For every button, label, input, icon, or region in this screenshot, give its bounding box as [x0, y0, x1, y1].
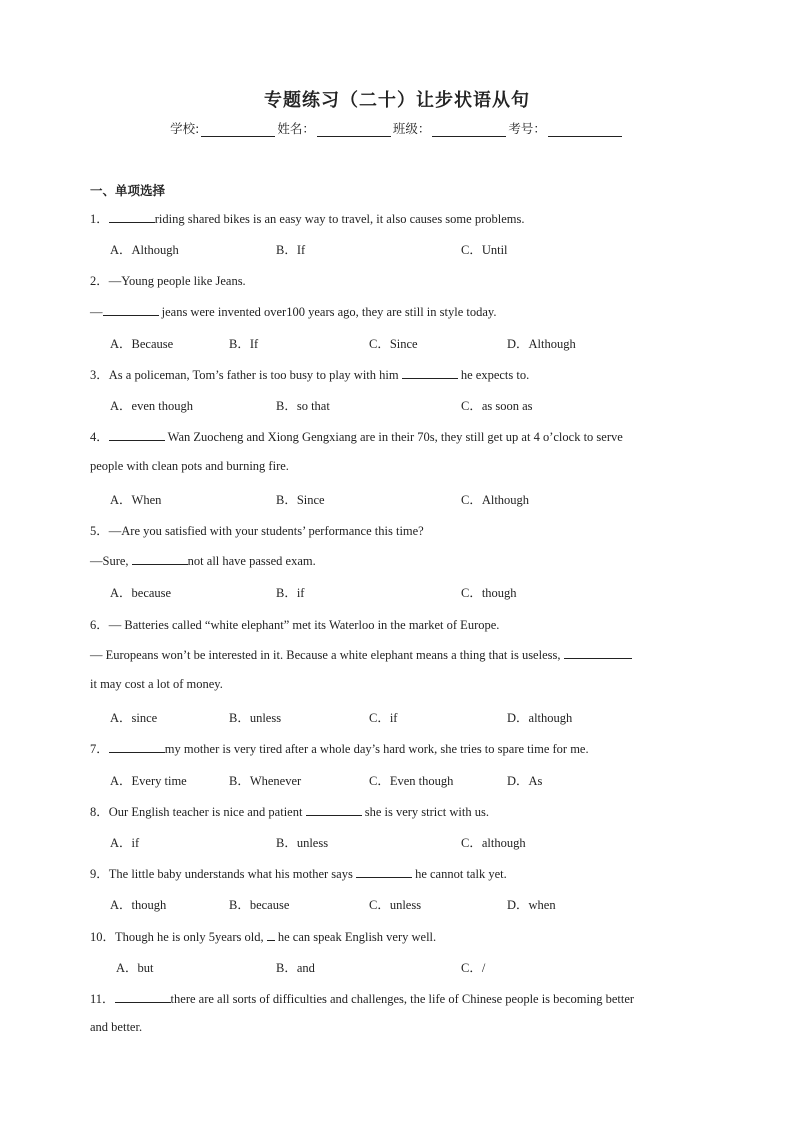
- question-number: 9．: [90, 867, 109, 881]
- option[interactable]: A．When: [110, 493, 162, 507]
- option[interactable]: A．if: [110, 836, 140, 850]
- question-2-line-2: [90, 303, 496, 320]
- option[interactable]: A．Because: [110, 337, 174, 351]
- option[interactable]: C．although: [461, 836, 526, 850]
- answer-blank[interactable]: [109, 740, 165, 753]
- option[interactable]: B．Whenever: [229, 774, 302, 788]
- question-text: my mother is very tired after a whole day’s hard work, she tries to spare time for me.: [164, 742, 589, 756]
- question-6-line-2: [90, 646, 632, 663]
- answer-blank[interactable]: [564, 646, 632, 659]
- question-text: riding shared bikes is an easy way to travel, it also causes some problems.: [154, 212, 525, 226]
- question-number: 4．: [90, 430, 109, 444]
- question-text: he expects to.: [457, 368, 530, 382]
- question-text: Wan Zuocheng and Xiong Gengxiang are in their 70s, they still get up at 4 o’clock to serve: [164, 430, 623, 444]
- question-number: 5．: [90, 524, 109, 538]
- question-text: she is very strict with us.: [361, 805, 489, 819]
- option[interactable]: B．Since: [276, 493, 325, 507]
- option[interactable]: B．unless: [229, 711, 282, 725]
- question-11: [90, 989, 634, 1007]
- question-number: 1．: [90, 212, 109, 226]
- student-info-line: [0, 119, 794, 137]
- question-number: 2．: [90, 274, 109, 288]
- question-number: 10．: [90, 930, 116, 944]
- option[interactable]: B．because: [229, 898, 290, 912]
- name-blank[interactable]: [317, 124, 391, 137]
- question-number: 6．: [90, 618, 109, 632]
- answer-blank[interactable]: [132, 552, 188, 565]
- option[interactable]: D．As: [507, 774, 543, 788]
- option[interactable]: A．Although: [110, 243, 179, 257]
- section-heading: 一、单项选择: [90, 183, 166, 198]
- question-text: Our English teacher is nice and patient: [108, 805, 306, 819]
- question-text: he cannot talk yet.: [411, 867, 507, 881]
- class-blank[interactable]: [432, 124, 506, 137]
- answer-blank[interactable]: [109, 210, 155, 223]
- option[interactable]: A．because: [110, 586, 172, 600]
- question-text: The little baby understands what his mother says: [108, 867, 356, 881]
- answer-blank[interactable]: [109, 428, 165, 441]
- question-4: [90, 427, 623, 445]
- question-7: [90, 739, 589, 757]
- option[interactable]: C．Until: [461, 243, 508, 257]
- answer-blank[interactable]: [267, 928, 275, 941]
- option[interactable]: B．if: [276, 586, 305, 600]
- option[interactable]: B．unless: [276, 836, 329, 850]
- option[interactable]: B．so that: [276, 399, 330, 413]
- question-5: [90, 521, 424, 539]
- option[interactable]: C．though: [461, 586, 517, 600]
- exam-no-blank[interactable]: [548, 124, 622, 137]
- answer-blank[interactable]: [115, 990, 171, 1003]
- class-label: 班级：: [392, 121, 431, 136]
- question-number: 7．: [90, 742, 109, 756]
- question-2: [90, 271, 246, 289]
- option[interactable]: C．/: [461, 961, 486, 975]
- question-text: —Are you satisfied with your students’ performance this time?: [108, 524, 424, 538]
- option[interactable]: C．Since: [369, 337, 418, 351]
- option[interactable]: A．since: [110, 711, 158, 725]
- answer-blank[interactable]: [306, 803, 362, 816]
- question-11-line-2: and better.: [90, 1020, 143, 1034]
- question-1: [90, 209, 524, 227]
- exam-no-label: 考号：: [508, 121, 546, 136]
- question-6-line-3: it may cost a lot of money.: [90, 677, 223, 691]
- question-text: —Young people like Jeans.: [108, 274, 246, 288]
- answer-blank[interactable]: [356, 865, 412, 878]
- option[interactable]: A．Every time: [110, 774, 187, 788]
- school-label: 学校:: [170, 121, 200, 136]
- question-3: [90, 365, 529, 383]
- option[interactable]: B．and: [276, 961, 315, 975]
- question-text: not all have passed exam.: [187, 554, 316, 568]
- question-10: [90, 927, 436, 945]
- option[interactable]: C．Although: [461, 493, 530, 507]
- question-number: 8．: [90, 805, 109, 819]
- option[interactable]: C．as soon as: [461, 399, 533, 413]
- question-4-line-2: people with clean pots and burning fire.: [90, 459, 289, 473]
- question-text: —Sure,: [90, 554, 132, 568]
- option[interactable]: A．though: [110, 898, 167, 912]
- question-number: 11．: [90, 992, 115, 1006]
- question-text: there are all sorts of difficulties and challenges, the life of Chinese people is becoming better: [170, 992, 635, 1006]
- option[interactable]: B．If: [276, 243, 306, 257]
- question-5-line-2: [90, 552, 316, 569]
- question-text: — Europeans won’t be interested in it. Because a white elephant means a thing that is useless,: [90, 648, 564, 662]
- school-blank[interactable]: [201, 124, 275, 137]
- question-text: As a policeman, Tom’s father is too busy to play with him: [108, 368, 402, 382]
- option[interactable]: C．unless: [369, 898, 422, 912]
- option[interactable]: C．if: [369, 711, 398, 725]
- page-title: 专题练习（二十）让步状语从句: [264, 90, 530, 111]
- option[interactable]: C．Even though: [369, 774, 454, 788]
- answer-blank[interactable]: [402, 366, 458, 379]
- question-number: 3．: [90, 368, 109, 382]
- option[interactable]: D．when: [507, 898, 556, 912]
- question-text: — Batteries called “white elephant” met its Waterloo in the market of Europe.: [108, 618, 500, 632]
- option[interactable]: A．even though: [110, 399, 193, 413]
- option[interactable]: D．Although: [507, 337, 576, 351]
- question-6: [90, 615, 499, 633]
- option[interactable]: A．but: [116, 961, 154, 975]
- question-9: [90, 864, 507, 882]
- option[interactable]: D．although: [507, 711, 573, 725]
- name-label: 姓名：: [277, 121, 315, 136]
- question-text: he can speak English very well.: [274, 930, 437, 944]
- question-8: [90, 802, 489, 820]
- option[interactable]: B．If: [229, 337, 259, 351]
- question-text: Though he is only 5years old,: [115, 930, 267, 944]
- question-text: jeans were invented over100 years ago, they are still in style today.: [158, 305, 497, 319]
- question-text: —: [90, 305, 103, 319]
- answer-blank[interactable]: [103, 303, 159, 316]
